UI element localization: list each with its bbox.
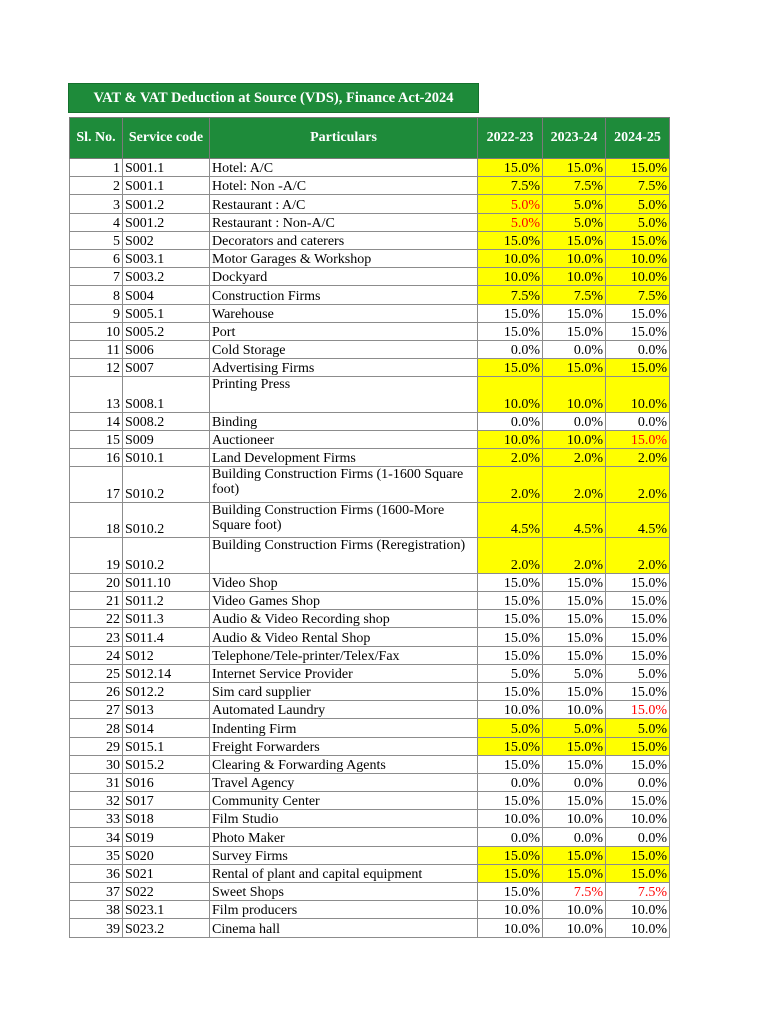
particulars-cell: Telephone/Tele-printer/Telex/Fax <box>210 646 478 664</box>
table-row <box>70 646 670 664</box>
rate-2022-23-cell: 5.0% <box>478 195 543 213</box>
sl-cell: 11 <box>70 340 123 358</box>
particulars-cell: Construction Firms <box>210 286 478 304</box>
service-code-cell: S011.2 <box>123 592 210 610</box>
rate-2023-24-cell: 15.0% <box>543 646 606 664</box>
rate-2024-25-cell: 15.0% <box>606 737 670 755</box>
sl-cell: 1 <box>70 159 123 177</box>
sl-cell: 3 <box>70 195 123 213</box>
particulars-cell: Decorators and caterers <box>210 231 478 249</box>
rate-2023-24-cell: 10.0% <box>543 377 606 413</box>
particulars-cell: Video Games Shop <box>210 592 478 610</box>
rate-2024-25-cell: 15.0% <box>606 592 670 610</box>
rate-2022-23-cell: 15.0% <box>478 737 543 755</box>
table-row <box>70 919 670 937</box>
rate-2024-25-cell: 15.0% <box>606 322 670 340</box>
sl-cell: 24 <box>70 646 123 664</box>
rate-2023-24-cell: 2.0% <box>543 538 606 574</box>
particulars-cell: Building Construction Firms (Reregistration) <box>210 538 478 574</box>
rate-2024-25-cell: 15.0% <box>606 682 670 700</box>
particulars-cell: Port <box>210 322 478 340</box>
table-row <box>70 846 670 864</box>
particulars-cell: Freight Forwarders <box>210 737 478 755</box>
sl-cell: 27 <box>70 701 123 719</box>
rate-2023-24-cell: 0.0% <box>543 340 606 358</box>
rate-2023-24-cell: 15.0% <box>543 304 606 322</box>
rate-2024-25-cell: 0.0% <box>606 773 670 791</box>
sl-cell: 19 <box>70 538 123 574</box>
table-row <box>70 664 670 682</box>
sl-cell: 32 <box>70 792 123 810</box>
service-code-cell: S001.1 <box>123 177 210 195</box>
rate-2022-23-cell: 15.0% <box>478 610 543 628</box>
rate-2024-25-cell: 5.0% <box>606 195 670 213</box>
rate-2023-24-cell: 10.0% <box>543 268 606 286</box>
rate-2023-24-cell: 0.0% <box>543 773 606 791</box>
header-2024-25: 2024-25 <box>606 118 670 159</box>
particulars-cell: Internet Service Provider <box>210 664 478 682</box>
particulars-cell: Sweet Shops <box>210 883 478 901</box>
rate-2024-25-cell: 15.0% <box>606 846 670 864</box>
sl-cell: 36 <box>70 864 123 882</box>
sl-cell: 31 <box>70 773 123 791</box>
rate-2022-23-cell: 15.0% <box>478 231 543 249</box>
table-body <box>70 159 670 938</box>
table-row <box>70 719 670 737</box>
particulars-cell: Automated Laundry <box>210 701 478 719</box>
rate-2024-25-cell: 10.0% <box>606 249 670 267</box>
rate-2023-24-cell: 5.0% <box>543 719 606 737</box>
particulars-cell: Photo Maker <box>210 828 478 846</box>
sl-cell: 28 <box>70 719 123 737</box>
service-code-cell: S007 <box>123 359 210 377</box>
rate-2023-24-cell: 10.0% <box>543 810 606 828</box>
table-row <box>70 340 670 358</box>
particulars-cell: Audio & Video Recording shop <box>210 610 478 628</box>
table-row <box>70 195 670 213</box>
rate-2024-25-cell: 2.0% <box>606 467 670 503</box>
table-row <box>70 359 670 377</box>
rate-2023-24-cell: 15.0% <box>543 231 606 249</box>
table-row <box>70 231 670 249</box>
service-code-cell: S011.10 <box>123 573 210 591</box>
rate-2024-25-cell: 15.0% <box>606 304 670 322</box>
rate-2024-25-cell: 15.0% <box>606 159 670 177</box>
rate-2022-23-cell: 10.0% <box>478 377 543 413</box>
service-code-cell: S002 <box>123 231 210 249</box>
table-row <box>70 159 670 177</box>
rate-2022-23-cell: 15.0% <box>478 682 543 700</box>
rate-2023-24-cell: 15.0% <box>543 159 606 177</box>
rate-2024-25-cell: 2.0% <box>606 538 670 574</box>
table-row <box>70 883 670 901</box>
sl-cell: 37 <box>70 883 123 901</box>
rate-2022-23-cell: 5.0% <box>478 213 543 231</box>
sl-cell: 29 <box>70 737 123 755</box>
rate-2023-24-cell: 7.5% <box>543 883 606 901</box>
service-code-cell: S015.1 <box>123 737 210 755</box>
rate-2023-24-cell: 10.0% <box>543 430 606 448</box>
table-row <box>70 268 670 286</box>
table-row <box>70 610 670 628</box>
particulars-cell: Rental of plant and capital equipment <box>210 864 478 882</box>
rate-2022-23-cell: 15.0% <box>478 628 543 646</box>
rate-2022-23-cell: 2.0% <box>478 467 543 503</box>
rate-2022-23-cell: 10.0% <box>478 701 543 719</box>
rate-2024-25-cell: 10.0% <box>606 901 670 919</box>
particulars-cell: Land Development Firms <box>210 449 478 467</box>
rate-2024-25-cell: 15.0% <box>606 864 670 882</box>
sl-cell: 8 <box>70 286 123 304</box>
sl-cell: 6 <box>70 249 123 267</box>
sl-cell: 13 <box>70 377 123 413</box>
sl-cell: 7 <box>70 268 123 286</box>
table-row <box>70 573 670 591</box>
rate-2023-24-cell: 5.0% <box>543 213 606 231</box>
particulars-cell: Restaurant : A/C <box>210 195 478 213</box>
table-row <box>70 682 670 700</box>
header-service-code: Service code <box>123 118 210 159</box>
rate-2022-23-cell: 10.0% <box>478 430 543 448</box>
rate-2023-24-cell: 15.0% <box>543 682 606 700</box>
rate-2023-24-cell: 15.0% <box>543 359 606 377</box>
table-row <box>70 322 670 340</box>
table-row <box>70 467 670 503</box>
table-row <box>70 213 670 231</box>
rate-2022-23-cell: 10.0% <box>478 268 543 286</box>
service-code-cell: S010.1 <box>123 449 210 467</box>
particulars-cell: Video Shop <box>210 573 478 591</box>
table-row <box>70 538 670 574</box>
rate-2023-24-cell: 15.0% <box>543 755 606 773</box>
rate-2024-25-cell: 10.0% <box>606 919 670 937</box>
rate-2023-24-cell: 10.0% <box>543 919 606 937</box>
service-code-cell: S022 <box>123 883 210 901</box>
table-row <box>70 792 670 810</box>
table-row <box>70 701 670 719</box>
table-row <box>70 737 670 755</box>
particulars-cell: Audio & Video Rental Shop <box>210 628 478 646</box>
service-code-cell: S003.1 <box>123 249 210 267</box>
table-row <box>70 304 670 322</box>
service-code-cell: S021 <box>123 864 210 882</box>
service-code-cell: S012.14 <box>123 664 210 682</box>
sl-cell: 26 <box>70 682 123 700</box>
table-row <box>70 864 670 882</box>
sl-cell: 39 <box>70 919 123 937</box>
rate-2022-23-cell: 2.0% <box>478 449 543 467</box>
rate-2022-23-cell: 15.0% <box>478 304 543 322</box>
rate-2022-23-cell: 15.0% <box>478 864 543 882</box>
rate-2024-25-cell: 15.0% <box>606 610 670 628</box>
table-row <box>70 901 670 919</box>
rate-2024-25-cell: 15.0% <box>606 628 670 646</box>
particulars-cell: Binding <box>210 412 478 430</box>
rate-2022-23-cell: 10.0% <box>478 919 543 937</box>
particulars-cell: Clearing & Forwarding Agents <box>210 755 478 773</box>
service-code-cell: S003.2 <box>123 268 210 286</box>
rate-2022-23-cell: 4.5% <box>478 502 543 538</box>
particulars-cell: Film Studio <box>210 810 478 828</box>
particulars-cell: Indenting Firm <box>210 719 478 737</box>
rate-2024-25-cell: 5.0% <box>606 213 670 231</box>
particulars-cell: Dockyard <box>210 268 478 286</box>
vat-rate-table <box>69 117 670 938</box>
sl-cell: 14 <box>70 412 123 430</box>
service-code-cell: S023.2 <box>123 919 210 937</box>
particulars-cell: Hotel: A/C <box>210 159 478 177</box>
sl-cell: 30 <box>70 755 123 773</box>
rate-2024-25-cell: 15.0% <box>606 359 670 377</box>
rate-2023-24-cell: 0.0% <box>543 412 606 430</box>
page-title: VAT & VAT Deduction at Source (VDS), Finance Act-2024 <box>68 83 479 113</box>
rate-2022-23-cell: 10.0% <box>478 901 543 919</box>
service-code-cell: S010.2 <box>123 502 210 538</box>
rate-2023-24-cell: 2.0% <box>543 449 606 467</box>
rate-2023-24-cell: 15.0% <box>543 846 606 864</box>
service-code-cell: S004 <box>123 286 210 304</box>
rate-2024-25-cell: 15.0% <box>606 430 670 448</box>
rate-2022-23-cell: 15.0% <box>478 592 543 610</box>
service-code-cell: S005.2 <box>123 322 210 340</box>
sl-cell: 38 <box>70 901 123 919</box>
rate-2024-25-cell: 0.0% <box>606 412 670 430</box>
rate-2024-25-cell: 15.0% <box>606 573 670 591</box>
header-2023-24: 2023-24 <box>543 118 606 159</box>
service-code-cell: S001.1 <box>123 159 210 177</box>
particulars-cell: Cold Storage <box>210 340 478 358</box>
particulars-cell: Hotel: Non -A/C <box>210 177 478 195</box>
sl-cell: 5 <box>70 231 123 249</box>
rate-2024-25-cell: 0.0% <box>606 828 670 846</box>
particulars-cell: Warehouse <box>210 304 478 322</box>
sl-cell: 17 <box>70 467 123 503</box>
table-row <box>70 755 670 773</box>
particulars-cell: Survey Firms <box>210 846 478 864</box>
rate-2024-25-cell: 7.5% <box>606 177 670 195</box>
table-row <box>70 810 670 828</box>
rate-2022-23-cell: 15.0% <box>478 883 543 901</box>
particulars-cell: Restaurant : Non-A/C <box>210 213 478 231</box>
service-code-cell: S012 <box>123 646 210 664</box>
sl-cell: 2 <box>70 177 123 195</box>
table-row <box>70 773 670 791</box>
rate-2024-25-cell: 5.0% <box>606 664 670 682</box>
sl-cell: 22 <box>70 610 123 628</box>
rate-2024-25-cell: 10.0% <box>606 268 670 286</box>
rate-2024-25-cell: 7.5% <box>606 286 670 304</box>
service-code-cell: S009 <box>123 430 210 448</box>
service-code-cell: S005.1 <box>123 304 210 322</box>
sl-cell: 18 <box>70 502 123 538</box>
rate-2024-25-cell: 10.0% <box>606 377 670 413</box>
rate-2023-24-cell: 5.0% <box>543 195 606 213</box>
sl-cell: 16 <box>70 449 123 467</box>
service-code-cell: S018 <box>123 810 210 828</box>
table-row <box>70 828 670 846</box>
particulars-cell: Sim card supplier <box>210 682 478 700</box>
table-row <box>70 502 670 538</box>
rate-2023-24-cell: 15.0% <box>543 864 606 882</box>
service-code-cell: S001.2 <box>123 213 210 231</box>
service-code-cell: S015.2 <box>123 755 210 773</box>
rate-2022-23-cell: 15.0% <box>478 159 543 177</box>
rate-2024-25-cell: 15.0% <box>606 755 670 773</box>
rate-2023-24-cell: 15.0% <box>543 737 606 755</box>
particulars-cell: Building Construction Firms (1600-More Square foot) <box>210 502 478 538</box>
table-row <box>70 286 670 304</box>
rate-2022-23-cell: 5.0% <box>478 664 543 682</box>
particulars-cell: Travel Agency <box>210 773 478 791</box>
rate-2023-24-cell: 7.5% <box>543 177 606 195</box>
rate-2022-23-cell: 0.0% <box>478 340 543 358</box>
rate-2023-24-cell: 15.0% <box>543 628 606 646</box>
table-row <box>70 430 670 448</box>
rate-2023-24-cell: 10.0% <box>543 701 606 719</box>
rate-2022-23-cell: 7.5% <box>478 177 543 195</box>
rate-2023-24-cell: 7.5% <box>543 286 606 304</box>
service-code-cell: S008.2 <box>123 412 210 430</box>
header-sl-no: Sl. No. <box>70 118 123 159</box>
rate-2024-25-cell: 15.0% <box>606 646 670 664</box>
table-row <box>70 628 670 646</box>
rate-2022-23-cell: 15.0% <box>478 573 543 591</box>
service-code-cell: S019 <box>123 828 210 846</box>
rate-2024-25-cell: 5.0% <box>606 719 670 737</box>
rate-2024-25-cell: 15.0% <box>606 792 670 810</box>
service-code-cell: S008.1 <box>123 377 210 413</box>
sl-cell: 33 <box>70 810 123 828</box>
rate-2023-24-cell: 15.0% <box>543 322 606 340</box>
rate-2022-23-cell: 7.5% <box>478 286 543 304</box>
table-row <box>70 377 670 413</box>
rate-2022-23-cell: 15.0% <box>478 755 543 773</box>
rate-2022-23-cell: 5.0% <box>478 719 543 737</box>
rate-2023-24-cell: 2.0% <box>543 467 606 503</box>
rate-2024-25-cell: 15.0% <box>606 231 670 249</box>
rate-2024-25-cell: 7.5% <box>606 883 670 901</box>
rate-2024-25-cell: 15.0% <box>606 701 670 719</box>
rate-2022-23-cell: 10.0% <box>478 249 543 267</box>
sl-cell: 34 <box>70 828 123 846</box>
service-code-cell: S010.2 <box>123 538 210 574</box>
rate-2023-24-cell: 10.0% <box>543 249 606 267</box>
sl-cell: 20 <box>70 573 123 591</box>
particulars-cell: Cinema hall <box>210 919 478 937</box>
service-code-cell: S012.2 <box>123 682 210 700</box>
particulars-cell: Motor Garages & Workshop <box>210 249 478 267</box>
table-row <box>70 412 670 430</box>
rate-2024-25-cell: 4.5% <box>606 502 670 538</box>
table-header-row <box>70 118 670 159</box>
sl-cell: 10 <box>70 322 123 340</box>
service-code-cell: S020 <box>123 846 210 864</box>
service-code-cell: S014 <box>123 719 210 737</box>
particulars-cell: Building Construction Firms (1-1600 Square foot) <box>210 467 478 503</box>
rate-2022-23-cell: 15.0% <box>478 359 543 377</box>
rate-2023-24-cell: 5.0% <box>543 664 606 682</box>
rate-2023-24-cell: 0.0% <box>543 828 606 846</box>
table-row <box>70 592 670 610</box>
service-code-cell: S001.2 <box>123 195 210 213</box>
rate-2022-23-cell: 0.0% <box>478 412 543 430</box>
service-code-cell: S016 <box>123 773 210 791</box>
rate-2024-25-cell: 2.0% <box>606 449 670 467</box>
rate-2022-23-cell: 15.0% <box>478 646 543 664</box>
sl-cell: 12 <box>70 359 123 377</box>
service-code-cell: S013 <box>123 701 210 719</box>
particulars-cell: Printing Press <box>210 377 478 413</box>
table-row <box>70 177 670 195</box>
rate-2022-23-cell: 10.0% <box>478 810 543 828</box>
sl-cell: 25 <box>70 664 123 682</box>
rate-2023-24-cell: 15.0% <box>543 610 606 628</box>
table-row <box>70 449 670 467</box>
sl-cell: 15 <box>70 430 123 448</box>
sl-cell: 23 <box>70 628 123 646</box>
rate-2022-23-cell: 0.0% <box>478 773 543 791</box>
table-row <box>70 249 670 267</box>
sl-cell: 35 <box>70 846 123 864</box>
sl-cell: 4 <box>70 213 123 231</box>
rate-2022-23-cell: 15.0% <box>478 846 543 864</box>
rate-2024-25-cell: 10.0% <box>606 810 670 828</box>
rate-2022-23-cell: 2.0% <box>478 538 543 574</box>
rate-2024-25-cell: 0.0% <box>606 340 670 358</box>
particulars-cell: Advertising Firms <box>210 359 478 377</box>
rate-2023-24-cell: 4.5% <box>543 502 606 538</box>
header-particulars: Particulars <box>210 118 478 159</box>
service-code-cell: S017 <box>123 792 210 810</box>
service-code-cell: S011.3 <box>123 610 210 628</box>
rate-2023-24-cell: 15.0% <box>543 792 606 810</box>
header-2022-23: 2022-23 <box>478 118 543 159</box>
rate-2022-23-cell: 0.0% <box>478 828 543 846</box>
rate-2022-23-cell: 15.0% <box>478 322 543 340</box>
service-code-cell: S006 <box>123 340 210 358</box>
service-code-cell: S011.4 <box>123 628 210 646</box>
sl-cell: 21 <box>70 592 123 610</box>
particulars-cell: Community Center <box>210 792 478 810</box>
rate-2023-24-cell: 15.0% <box>543 592 606 610</box>
particulars-cell: Auctioneer <box>210 430 478 448</box>
rate-2022-23-cell: 15.0% <box>478 792 543 810</box>
service-code-cell: S023.1 <box>123 901 210 919</box>
particulars-cell: Film producers <box>210 901 478 919</box>
service-code-cell: S010.2 <box>123 467 210 503</box>
sl-cell: 9 <box>70 304 123 322</box>
rate-2023-24-cell: 10.0% <box>543 901 606 919</box>
rate-2023-24-cell: 15.0% <box>543 573 606 591</box>
